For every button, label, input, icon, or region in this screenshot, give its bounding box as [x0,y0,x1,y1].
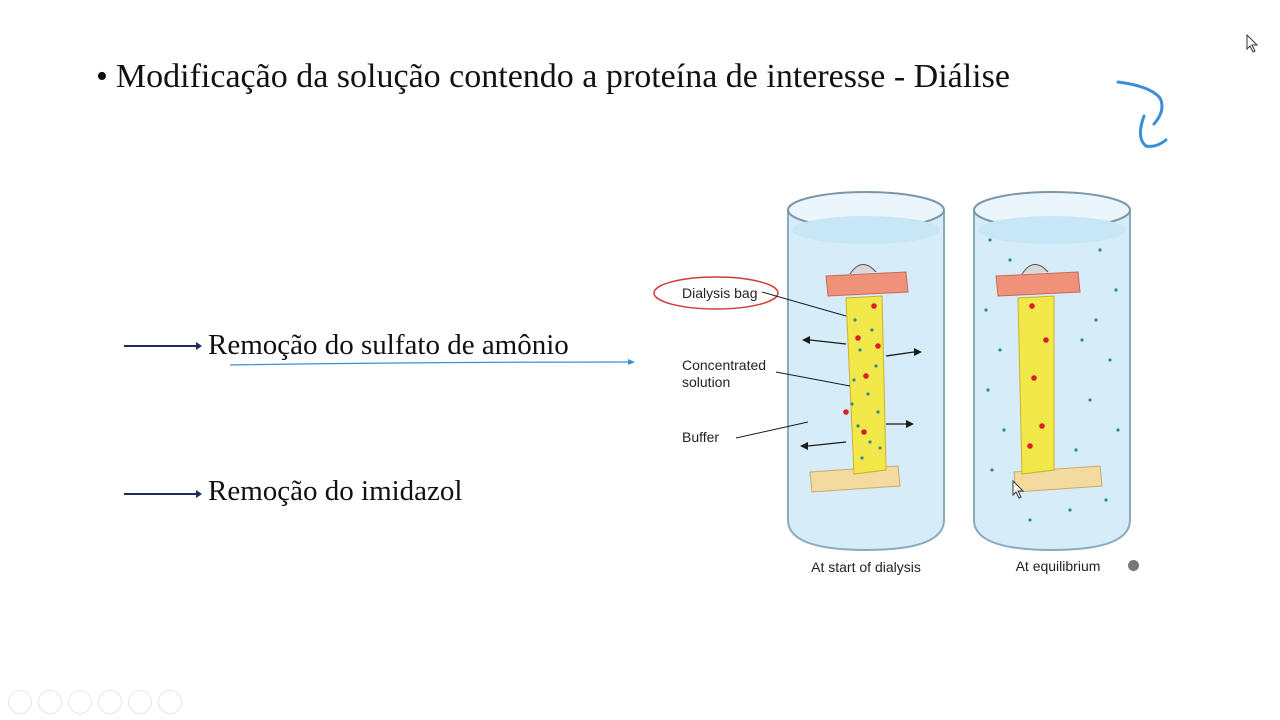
slide-title-text: Modificação da solução contendo a proteína de interesse - Diálise [115,58,1010,95]
label-solution: solution [682,374,731,390]
slide-nav-icons[interactable] [8,690,182,714]
pointer-cursor-icon [1246,34,1260,54]
list-item-imidazole: Remoção do imidazol [208,475,463,507]
arrow-icon [124,486,204,502]
zoom-icon[interactable] [128,690,152,714]
bullet-marker: • [96,58,108,95]
next-slide-icon[interactable] [38,690,62,714]
more-options-icon[interactable] [158,690,182,714]
cylinder-equilibrium [974,192,1130,550]
slides-grid-icon[interactable] [98,690,122,714]
cylinder-start [788,192,944,550]
label-equilibrium: At equilibrium [1015,558,1101,574]
pen-tool-icon[interactable] [68,690,92,714]
label-dialysis-bag: Dialysis bag [682,285,758,301]
label-start: At start of dialysis [811,559,921,575]
laser-pointer-dot [1128,560,1139,571]
label-buffer: Buffer [682,429,720,445]
arrow-icon [124,338,204,354]
pointer-cursor-icon [1012,480,1026,500]
ink-scribble [1110,76,1174,154]
dialysis-diagram [650,180,1195,590]
label-concentrated: Concentrated [682,357,767,373]
prev-slide-icon[interactable] [8,690,32,714]
slide-title [96,58,1010,96]
list-item-ammonium-sulfate: Remoção do sulfato de amônio [208,329,569,361]
ink-underline-arrow [228,356,638,370]
